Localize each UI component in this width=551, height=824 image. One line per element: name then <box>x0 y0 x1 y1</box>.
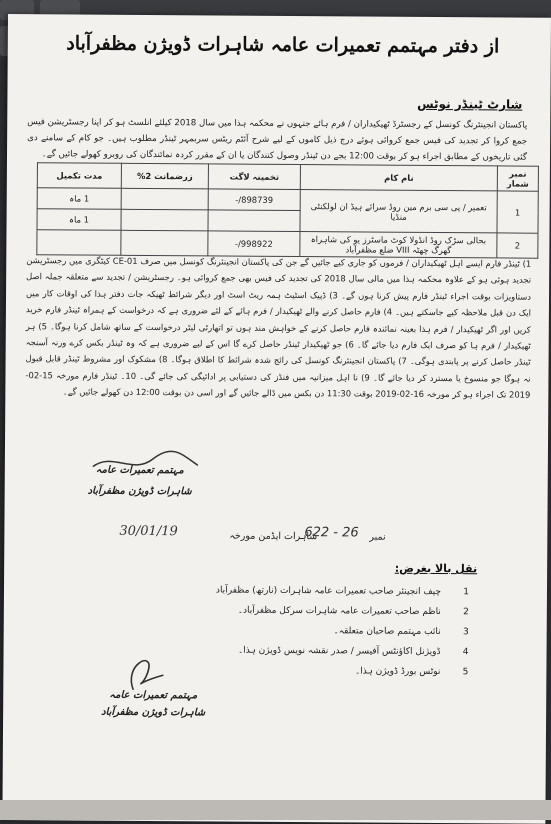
copy-number: 3 <box>462 627 469 638</box>
signature-office: شاہرات ڈویژن مظفرآباد <box>101 706 206 719</box>
copy-text: چیف انجینئر صاحب تعمیرات عامہ شاہرات (نارتھ) مظفرآباد <box>215 585 442 598</box>
list-item <box>204 620 469 642</box>
cell-sno: 2 <box>497 233 538 258</box>
cell-period: 1 ماہ <box>37 209 121 231</box>
list-item <box>204 580 469 602</box>
bottom-edge <box>0 800 551 820</box>
notice-intro: پاکستان انجینئرنگ کونسل کے رجسٹرڈ ٹھیکیداران / فرم ہائے جنہوں نے محکمہ ہذا میں سال 2018 کیلئے انلسٹ ہو کر اپنا رجسٹریشن فیس جمع کروا کر تجدید کی فیس جمع کروائی ہوئے درج ذیل کاموں کے لیے شرح آئٹم ریٹس سربمہر ٹینڈر مطلوب ہیں۔ جو کام کے سامنے دی گئی تاریخوں کے مطابق اجراء ہو کر بوقت 12:00 بجے دن ٹینڈر وصول کنندگان یا ان کے مقرر کردہ نمائندگان کی روبرو کھولے جائیں گے۔ <box>27 117 528 163</box>
cell-period: 1 ماہ <box>37 188 121 210</box>
copy-number: 4 <box>462 647 469 658</box>
col-deposit: زرضمانت 2% <box>121 163 208 189</box>
copy-number: 1 <box>463 587 470 598</box>
signature-scribble-2 <box>113 645 173 695</box>
cell-cost: 998922/- <box>208 231 300 257</box>
copy-text: ڈویژنل اکاؤنٹس آفیسر / صدر نقشہ نویس ڈویژن ہذا۔ <box>237 645 441 658</box>
cell-deposit <box>121 188 208 210</box>
col-cost: تخمینہ لاگت <box>208 164 300 190</box>
cell-name: تعمیر / پی سی برم مین روڈ سرائے ہیڈ ان لولکنٹی منڈیا <box>300 190 497 233</box>
cell-cost: 898739/- <box>208 189 300 211</box>
col-period: مدت تکمیل <box>37 163 121 189</box>
copy-text: نوٹس بورڈ ڈویژن ہذا۔ <box>354 666 441 678</box>
col-sno: نمبر شمار <box>497 166 538 191</box>
reference-label: نمبر <box>369 531 386 543</box>
copy-heading: نقل بالا بغرض: <box>394 561 478 576</box>
col-name: نام کام <box>300 165 497 191</box>
copy-text: ناظم صاحب تعمیرات عامہ شاہرات سرکل مظفرآباد۔ <box>237 605 441 618</box>
document-header: از دفتر مہتمم تعمیرات عامہ شاہرات ڈویژن مظفرآباد <box>66 32 500 58</box>
list-item <box>204 600 469 622</box>
copy-list <box>203 580 469 682</box>
table-header-row <box>37 163 538 191</box>
signature-title: مہتمم تعمیرات عامہ <box>109 689 198 702</box>
document-page <box>2 14 551 824</box>
notice-heading: شارٹ ٹینڈر نوٹس <box>417 96 523 112</box>
reference-office: شاہرات ایڈمن مورخہ <box>229 530 318 543</box>
cell-name: بحالی سڑک روڈ انڈولا کوٹ ماسٹرز یو کی شاہراہ گھرگ چھٹہ VIII ضلع مظفرآباد <box>300 232 497 258</box>
list-item <box>203 640 468 662</box>
cell-cost <box>208 210 300 232</box>
copy-text: نائب مہتمم صاحبان متعلقہ۔ <box>333 626 441 638</box>
list-item <box>203 660 468 682</box>
reference-number: 622 - 26 <box>304 525 359 541</box>
cell-sno: 1 <box>497 191 538 233</box>
signature-title: مہتمم تعمیرات عامہ <box>95 464 184 477</box>
reference-line <box>119 523 449 543</box>
tender-conditions: 1) ٹینڈر فارم ایسے اہل ٹھیکیداران / فرموں کو جاری کیے جائیں گے جن کی پاکستان انجینئرنگ کونسل میں صرف CE-01 کیٹگری میں رجسٹریشن تجدید ہوئی ہو کے علاوہ محکمہ ہذا میں مالی سال 2018 کی تجدید کی فیس بھی جمع کروائی ہو۔ رجسٹریشن / تجدید سے متعلقہ جملہ اصل دستاویزات بوقت اجراء ٹینڈر فارم پیش کرنا ہوں گے۔ 3) ڈپیک اسٹیٹ ہمہ ریٹ اسٹ اور دیگر شرائط ٹھیکہ جات دفتر ہذا کی اوقات کار میں ایک دن قبل ملاحظہ کیے جاسکتے ہیں۔ 4) فارم حاصل کرنے والے ٹھیکیدار / فرم ہائے کے لئے ضروری ہے کہ درخواست کے ہمراہ ٹینڈر فارم خرید کریں اور اگر ٹھیکیدار / فرم ہذا بعینہ نمائندہ فارم حاصل کرنے کے خواہش مند ہوں تو اتھارٹی لیٹر درخواست کے ساتھ شامل کرنا ہوگا۔ 5) ہر ٹھیکیدار / فرم ہا کو صرف ایک فارم دیا جائے گا۔ 6) جو ٹھیکیدار ٹینڈر حاصل کرے گا اس کے لیے ضروری ہے کہ وہ ٹینڈر بکس کرے ورنہ آسنجہ ٹینڈر حاصل کرنے پر پابندی ہوگی۔ 7) پاکستان انجینئرنگ کونسل کی رائج شدہ شرائط کا اطلاق ہوگا۔ 8) مشکوک اور مشروط ٹینڈر قابل قبول نہ ہوگا جو منسوخ یا مسترد کر دیا جائے گا۔ 9) نا اہل میزانیہ میں فنڈز کی دستیابی پر ادائیگی کی جائے گی۔ 10۔ ٹینڈر فارم مورخہ 15-02-2019 تک اجراء ہو کر مورخہ 16-02-2019 بوقت 11:30 دن بکس میں ڈالے جائیں گے اور اسی دن بوقت 12:00 دن کھولے جائیں گے۔ <box>25 255 532 400</box>
copy-number: 5 <box>462 667 469 678</box>
reference-date: 30/01/19 <box>119 523 178 540</box>
cell-deposit <box>121 209 208 231</box>
copy-number: 2 <box>463 607 469 618</box>
signature-block-2 <box>83 690 223 725</box>
signature-block <box>75 464 205 507</box>
signature-office: شاہرات ڈویژن مظفرآباد <box>87 485 192 498</box>
tender-table <box>36 162 539 259</box>
